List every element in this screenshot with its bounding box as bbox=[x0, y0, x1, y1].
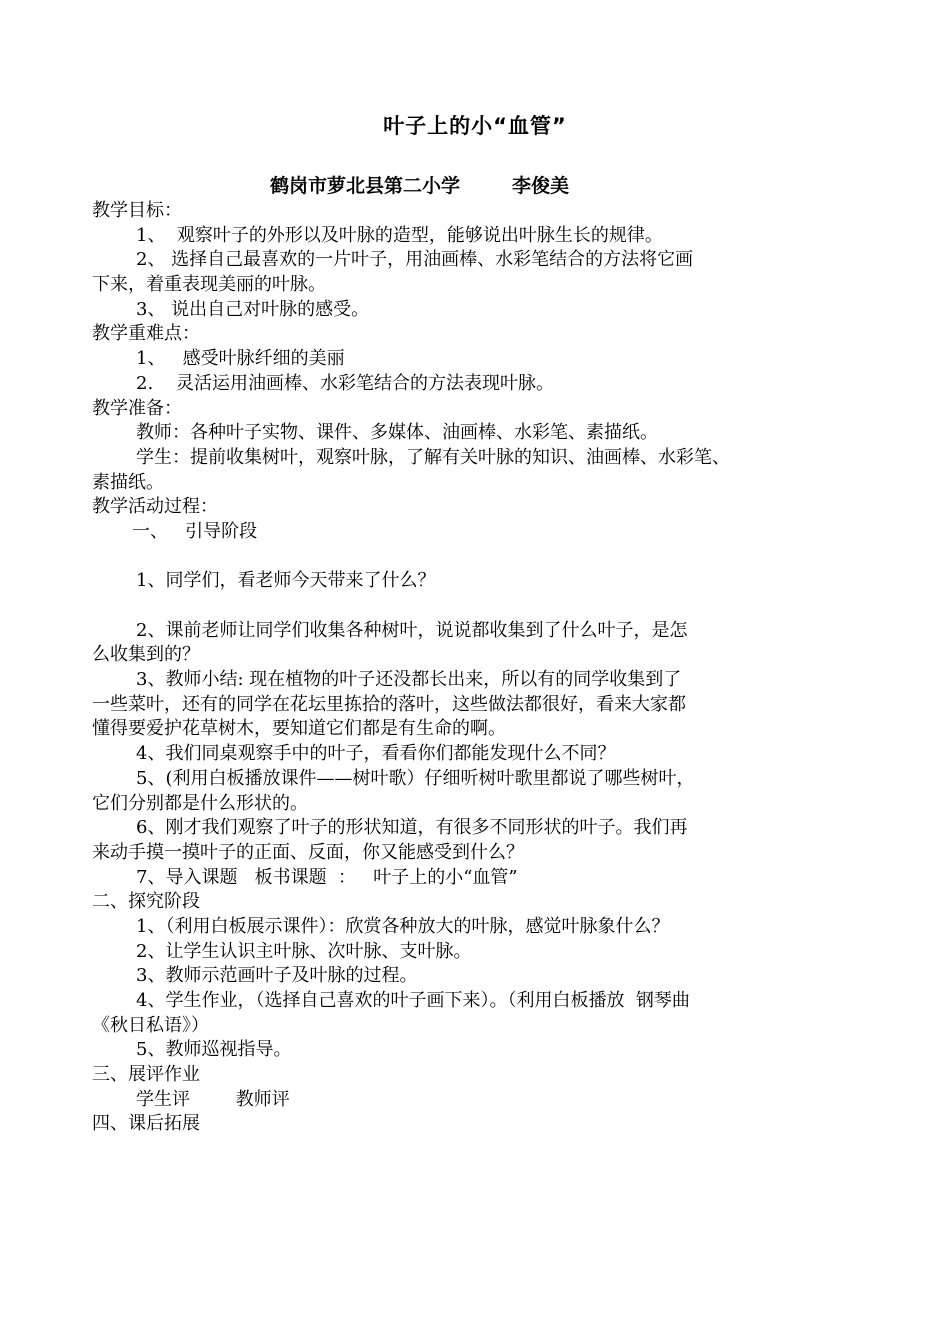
stage2-item: 2、让学生认识主叶脉、次叶脉、支叶脉。 bbox=[136, 940, 472, 962]
stage2-item: 1、（利用白板展示课件）：欣赏各种放大的叶脉，感觉叶脉象什么？ bbox=[136, 915, 670, 937]
prep-item: 学生：提前收集树叶，观察叶脉，了解有关叶脉的知识、油画棒、水彩笔、 bbox=[136, 446, 730, 468]
stage3-heading: 三、展评作业 bbox=[92, 1064, 200, 1086]
stage1-item: 6、刚才我们观察了叶子的形状知道，有很多不同形状的叶子。我们再 bbox=[136, 817, 688, 839]
prep-heading: 教学准备： bbox=[92, 397, 182, 419]
stage1-item-continued: 么收集到的？ bbox=[92, 644, 200, 666]
stage4-heading: 四、课后拓展 bbox=[92, 1113, 200, 1135]
difficulty-heading: 教学重难点： bbox=[92, 323, 200, 345]
stage1-item: 1、同学们，看老师今天带来了什么？ bbox=[136, 570, 436, 592]
goal-item: 1、 观察叶子的外形以及叶脉的造型，能够说出叶脉生长的规律。 bbox=[136, 224, 663, 246]
difficulty-item: 2. 灵活运用油画棒、水彩笔结合的方法表现叶脉。 bbox=[136, 372, 555, 394]
prep-item-continued: 素描纸。 bbox=[92, 471, 164, 493]
goals-heading: 教学目标： bbox=[92, 200, 182, 221]
author-name: 李俊美 bbox=[512, 175, 570, 197]
process-heading: 教学活动过程： bbox=[92, 496, 218, 518]
stage1-item: 4、我们同桌观察手中的叶子，看看你们都能发现什么不同？ bbox=[136, 743, 616, 765]
goal-item: 3、 说出自己对叶脉的感受。 bbox=[136, 298, 370, 320]
document-title: 叶子上的小“血管” bbox=[383, 114, 567, 138]
stage1-item: 5、(利用白板播放课件——树叶歌）仔细听树叶歌里都说了哪些树叶， bbox=[136, 767, 695, 789]
author-line bbox=[270, 172, 569, 200]
difficulty-item: 1、 感受叶脉纤细的美丽 bbox=[136, 348, 345, 370]
goal-item-continued: 下来，着重表现美丽的叶脉。 bbox=[92, 274, 326, 296]
stage3-item: 学生评 教师评 bbox=[136, 1088, 290, 1110]
stage1-item-continued: 它们分别都是什么形状的。 bbox=[92, 792, 308, 814]
goal-item: 2、 选择自己最喜欢的一片叶子，用油画棒、水彩笔结合的方法将它画 bbox=[136, 249, 694, 271]
document-body bbox=[92, 199, 832, 1137]
school-name: 鹤岗市萝北县第二小学 bbox=[270, 175, 461, 197]
stage1-item: 7、导入课题 板书课题 ： 叶子上的小“血管” bbox=[136, 866, 518, 888]
stage2-item-continued: 《秋日私语》） bbox=[92, 1014, 209, 1036]
prep-item: 教师：各种叶子实物、课件、多媒体、油画棒、水彩笔、素描纸。 bbox=[136, 422, 658, 444]
stage1-item-continued: 一些菜叶，还有的同学在花坛里拣拾的落叶，这些做法都很好，看来大家都 bbox=[92, 693, 686, 715]
stage1-item: 2、课前老师让同学们收集各种树叶，说说都收集到了什么叶子，是怎 bbox=[136, 619, 688, 641]
stage2-heading: 二、探究阶段 bbox=[92, 891, 200, 913]
stage1-heading: 一、 引导阶段 bbox=[132, 520, 258, 542]
stage2-item: 5、教师巡视指导。 bbox=[136, 1039, 292, 1061]
stage2-item: 3、教师示范画叶子及叶脉的过程。 bbox=[136, 965, 418, 987]
stage2-item: 4、学生作业，（选择自己喜欢的叶子画下来）。（利用白板播放 钢琴曲 bbox=[136, 990, 690, 1011]
stage1-item: 3、教师小结: 现在植物的叶子还没都长出来，所以有的同学收集到了 bbox=[136, 669, 682, 691]
stage1-item-continued: 来动手摸一摸叶子的正面、反面，你又能感受到什么？ bbox=[92, 841, 524, 863]
stage1-item-continued: 懂得要爱护花草树木，要知道它们都是有生命的啊。 bbox=[92, 718, 506, 740]
